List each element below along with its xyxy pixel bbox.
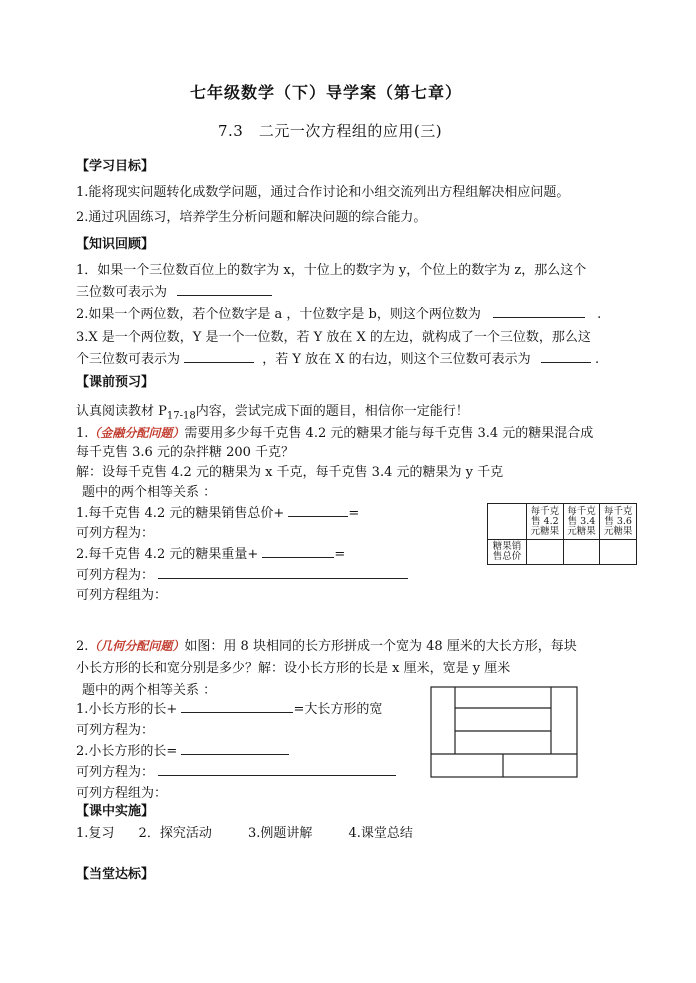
review-q3-end: . — [594, 352, 600, 367]
answer-blank[interactable] — [181, 742, 289, 755]
class-item: 2．探究活动 — [138, 826, 212, 841]
problem-1-rel2 — [76, 543, 345, 562]
problem-2-rel1-text: 1.小长方形的长+ — [76, 702, 178, 717]
problem-1-rel1-text: 1.每千克售 4.2 元的糖果销售总价+ — [76, 506, 285, 521]
problem-1-rel2-eq: = — [334, 547, 346, 562]
problem-2-rel2-text: 2.小长方形的长= — [76, 744, 178, 759]
problem-1-text: 需要用多少每千克售 4.2 元的糖果才能与每千克售 3.4 元的糖果混合成 — [184, 426, 594, 441]
answer-blank[interactable] — [262, 545, 334, 558]
table-header: 每千克售 4.2 元糖果 — [527, 504, 564, 540]
candy-table — [487, 503, 637, 565]
goal-item: 1.能将现实问题转化成数学问题，通过合作讨论和小组交流列出方程组解决相应问题。 — [76, 185, 570, 200]
problem-1-rel1-eq: = — [348, 506, 360, 521]
problem-1-solve: 解：设每千克售 4.2 元的糖果为 x 千克，每千克售 3.4 元的糖果为 y 千克 — [76, 465, 504, 480]
problem-2-relations: 题中的两个相等关系 ： — [82, 683, 217, 698]
problem-1-eq1-label: 可列方程为： — [76, 526, 155, 541]
review-q1-text: 三位数可表示为 — [76, 285, 168, 300]
problem-1-relations: 题中的两个相等关系 ： — [82, 485, 217, 500]
table-cell[interactable] — [563, 540, 600, 565]
preview-intro-b: 内容，尝试完成下面的题目，相信你一定能行！ — [195, 404, 469, 419]
answer-blank[interactable] — [181, 700, 293, 713]
preview-intro-pages: 17-18 — [166, 410, 196, 422]
table-row — [488, 504, 637, 540]
problem-2-rel1 — [76, 698, 382, 717]
table-row-label: 糖果销售总价 — [488, 540, 527, 565]
preview-heading: 【课前预习】 — [76, 375, 155, 390]
class-heading: 【课中实施】 — [76, 804, 155, 819]
table-cell[interactable] — [527, 540, 564, 565]
table-header: 每千克售 3.4 元糖果 — [563, 504, 600, 540]
problem-2-line2: 小长方形的长和宽分别是多少？解：设小长方形的长是 x 厘米，宽是 y 厘米 — [76, 661, 511, 676]
review-q2-text: 2.如果一个两位数，若个位数字是 a ，十位数字是 b，则这个两位数为 — [76, 307, 481, 322]
review-q3: 3.X 是一个两位数，Y 是一个一位数，若 Y 放在 X 的左边，就构成了一个三位数，那么这 — [76, 330, 591, 345]
preview-intro — [76, 400, 469, 422]
answer-blank[interactable] — [158, 566, 408, 579]
answer-blank[interactable] — [288, 504, 348, 517]
review-q1: 1．如果一个三位数百位上的数字为 x，十位上的数字为 y，个位上的数字为 z，那么这个 — [76, 263, 587, 278]
big-rectangle — [431, 687, 577, 777]
review-q2-end: . — [597, 307, 602, 322]
class-item: 3.例题讲解 — [247, 826, 313, 841]
page-title: 七年级数学（下）导学案（第七章） — [190, 83, 463, 102]
rectangle-figure — [430, 686, 580, 780]
review-q1-line2 — [76, 281, 272, 300]
class-item: 1.复习 — [76, 826, 115, 841]
problem-2-rel2 — [76, 740, 289, 759]
review-q3-text-a: 个三位数可表示为 — [76, 352, 181, 367]
problem-1-number: 1. — [76, 426, 89, 441]
problem-2 — [76, 635, 577, 654]
problem-2-eq1-label: 可列方程为： — [76, 723, 155, 738]
problem-1-eq2 — [76, 564, 408, 583]
answer-blank[interactable] — [184, 350, 254, 363]
goal-item: 2.通过巩固练习，培养学生分析问题和解决问题的综合能力。 — [76, 210, 427, 225]
review-q3-text-b: ，若 Y 放在 X 的右边，则这个三位数可表示为 — [262, 352, 531, 367]
problem-2-tag: （几何分配问题） — [88, 639, 185, 653]
problem-2-eq2-label: 可列方程为： — [76, 765, 155, 780]
problem-2-text: 如图：用 8 块相同的长方形拼成一个宽为 48 厘米的大长方形，每块 — [184, 639, 577, 654]
problem-1-line2: 每千克售 3.6 元的杂拌糖 200 千克？ — [76, 445, 295, 460]
preview-intro-a: 认真阅读教材 P — [76, 404, 167, 419]
problem-1 — [76, 422, 593, 441]
answer-blank[interactable] — [177, 283, 272, 296]
problem-1-rel2-text: 2.每千克售 4.2 元的糖果重量+ — [76, 547, 259, 562]
problem-2-eq2 — [76, 761, 396, 780]
answer-blank[interactable] — [158, 763, 396, 776]
class-item: 4.课堂总结 — [348, 826, 413, 841]
goals-heading: 【学习目标】 — [76, 159, 155, 174]
problem-1-eq2-label: 可列方程为： — [76, 568, 155, 583]
lesson-subtitle: 7.3 二元一次方程组的应用(三) — [218, 122, 443, 140]
target-heading: 【当堂达标】 — [76, 867, 155, 882]
problem-1-rel1 — [76, 502, 359, 521]
table-cell[interactable] — [600, 540, 637, 565]
review-q2 — [76, 303, 601, 322]
answer-blank[interactable] — [493, 305, 585, 318]
table-header: 每千克售 3.6 元糖果 — [600, 504, 637, 540]
answer-blank[interactable] — [541, 350, 591, 363]
table-row — [488, 540, 637, 565]
problem-2-rel1-eq: =大长方形的宽 — [293, 702, 383, 717]
problem-2-number: 2. — [76, 639, 89, 654]
review-heading: 【知识回顾】 — [76, 237, 155, 252]
table-corner — [488, 504, 527, 540]
problem-2-system-label: 可列方程组为： — [76, 786, 168, 801]
problem-1-system-label: 可列方程组为： — [76, 588, 168, 603]
review-q3-line2 — [76, 348, 599, 367]
class-items — [76, 822, 413, 841]
problem-1-tag: （金融分配问题） — [88, 426, 185, 440]
